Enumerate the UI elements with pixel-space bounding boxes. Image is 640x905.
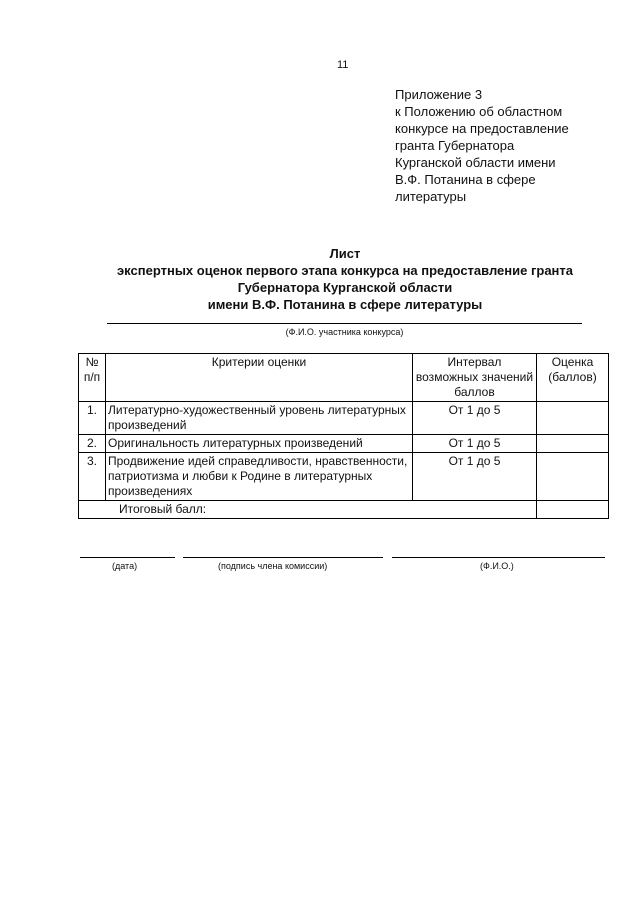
- header-criteria: Критерии оценки: [106, 354, 413, 402]
- row-criterion: Оригинальность литературных произведений: [106, 435, 413, 453]
- page-number: 11: [337, 59, 349, 71]
- appendix-line: конкурсе на предоставление: [395, 121, 569, 136]
- title-line: Губернатора Курганской области: [237, 280, 453, 295]
- fio-caption: (Ф.И.О.): [480, 561, 514, 571]
- row-interval: От 1 до 5: [413, 453, 537, 501]
- appendix-block: [395, 86, 625, 205]
- date-caption: (дата): [112, 561, 138, 571]
- fio-line: [392, 557, 605, 558]
- participant-caption: (Ф.И.О. участника конкурса): [285, 327, 404, 337]
- row-num: 1.: [79, 402, 106, 435]
- row-interval: От 1 до 5: [413, 402, 537, 435]
- appendix-line: литературы: [395, 189, 467, 204]
- title-line: имени В.Ф. Потанина в сфере литературы: [207, 297, 483, 312]
- appendix-line: Приложение 3: [395, 87, 483, 102]
- row-num: 3.: [79, 453, 106, 501]
- appendix-line: гранта Губернатора: [395, 138, 515, 153]
- table-row: [79, 435, 609, 453]
- total-label: Итоговый балл:: [79, 501, 537, 519]
- row-score-cell[interactable]: [537, 402, 609, 435]
- table-row: [79, 453, 609, 501]
- appendix-line: Курганской области имени: [395, 155, 556, 170]
- title-line: экспертных оценок первого этапа конкурса на предоставление гранта: [117, 263, 573, 278]
- row-criterion: Продвижение идей справедливости, нравственности, патриотизма и любви к Родине в литературных произведениях: [106, 453, 413, 501]
- title-line: Лист: [329, 246, 361, 261]
- header-score: Оценка (баллов): [537, 354, 609, 402]
- header-interval: Интервал возможных значений баллов: [413, 354, 537, 402]
- row-interval: От 1 до 5: [413, 435, 537, 453]
- total-score-cell[interactable]: [537, 501, 609, 519]
- signature-caption: (подпись члена комиссии): [218, 561, 328, 571]
- row-score-cell[interactable]: [537, 435, 609, 453]
- table-row: [79, 402, 609, 435]
- document-title: [60, 245, 630, 313]
- participant-name-line: [107, 323, 582, 324]
- signature-line: [183, 557, 383, 558]
- table-header-row: [79, 354, 609, 402]
- header-num: № п/п: [79, 354, 106, 402]
- appendix-line: к Положению об областном: [395, 104, 563, 119]
- row-num: 2.: [79, 435, 106, 453]
- date-line: [80, 557, 175, 558]
- row-score-cell[interactable]: [537, 453, 609, 501]
- evaluation-table: [78, 353, 609, 519]
- row-criterion: Литературно-художественный уровень литературных произведений: [106, 402, 413, 435]
- total-row: [79, 501, 609, 519]
- appendix-line: В.Ф. Потанина в сфере: [395, 172, 536, 187]
